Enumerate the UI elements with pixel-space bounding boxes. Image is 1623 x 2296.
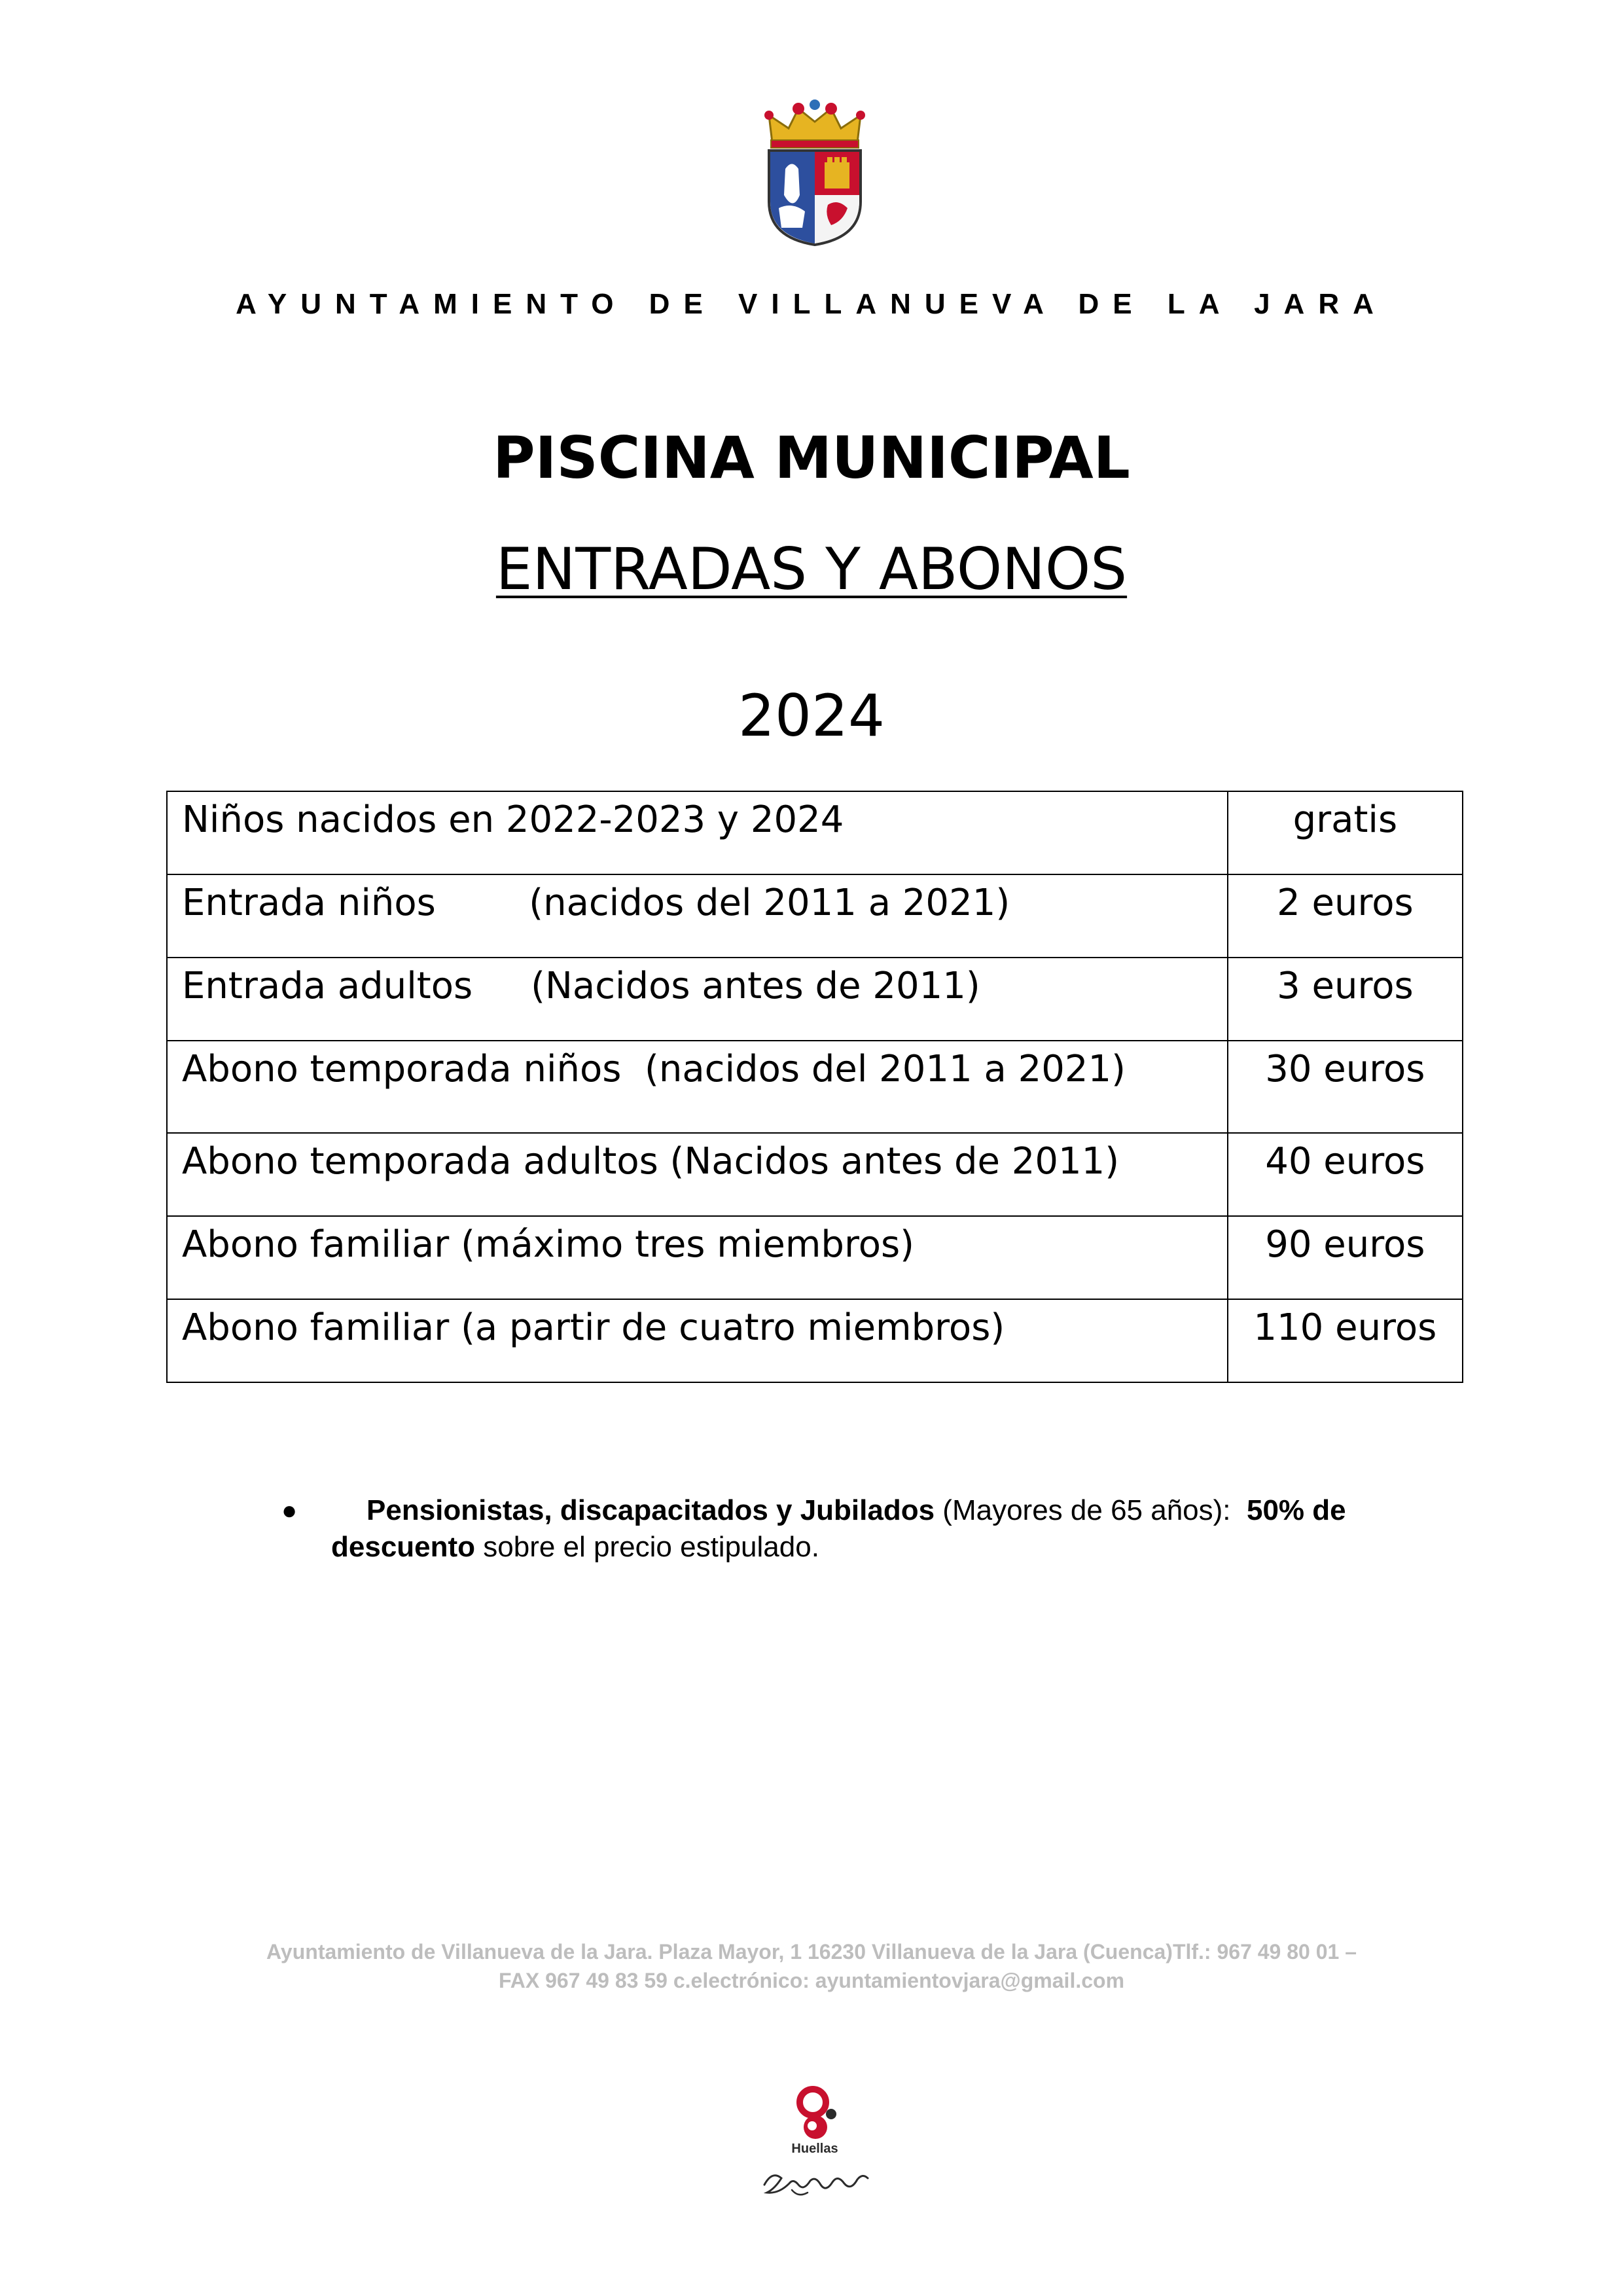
signature-icon (753, 2159, 877, 2204)
row-description: Entrada adultos (Nacidos antes de 2011) (167, 958, 1228, 1041)
row-description: Abono temporada adultos (Nacidos antes de 2011) (167, 1133, 1228, 1216)
note-discount-word: descuento (331, 1531, 476, 1563)
table-row (167, 1133, 1463, 1216)
year-label: 2024 (738, 682, 885, 749)
row-price: 30 euros (1228, 1041, 1463, 1133)
note-price-text: sobre el precio estipulado. (475, 1531, 819, 1563)
row-description: Entrada niños (nacidos del 2011 a 2021) (167, 874, 1228, 958)
row-description: Abono familiar (máximo tres miembros) (167, 1216, 1228, 1299)
coat-of-arms-icon (759, 97, 870, 247)
row-price: 2 euros (1228, 874, 1463, 958)
row-description: Abono temporada niños (nacidos del 2011 a 2021) (167, 1041, 1228, 1133)
note-bold-groups: Pensionistas, discapacitados y Jubilados (366, 1494, 935, 1526)
footer-line-2: FAX 967 49 83 59 c.electrónico: ayuntamientovjara@gmail.com (498, 1969, 1125, 1992)
row-price: 3 euros (1228, 958, 1463, 1041)
organization-name: AYUNTAMIENTO DE VILLANUEVA DE LA JARA (236, 288, 1387, 320)
row-price: 110 euros (1228, 1299, 1463, 1382)
bullet-icon: ● (281, 1496, 298, 1525)
note-line-2 (331, 1529, 819, 1566)
table-row (167, 1299, 1463, 1382)
table-row (167, 1041, 1463, 1133)
note-age-text: (Mayores de 65 años): (935, 1494, 1247, 1526)
table-row (167, 958, 1463, 1041)
note-discount-amount: 50% de (1246, 1494, 1346, 1526)
row-description: Abono familiar (a partir de cuatro miembros) (167, 1299, 1228, 1382)
footer-address (0, 1937, 1623, 1995)
table-row (167, 874, 1463, 958)
page-subtitle: ENTRADAS Y ABONOS (495, 535, 1128, 603)
row-price: gratis (1228, 791, 1463, 874)
footer-line-1: Ayuntamiento de Villanueva de la Jara. Plaza Mayor, 1 16230 Villanueva de la Jara (Cuenca)Tlf.: 967 49 80 01 – (266, 1940, 1357, 1964)
table-row (167, 791, 1463, 874)
subtitle-wrapper (0, 535, 1623, 603)
row-price: 40 euros (1228, 1133, 1463, 1216)
table-row (167, 1216, 1463, 1299)
note-line-1 (366, 1492, 1346, 1529)
row-description: Niños nacidos en 2022-2023 y 2024 (167, 791, 1228, 874)
page-title: PISCINA MUNICIPAL (493, 424, 1130, 492)
row-price: 90 euros (1228, 1216, 1463, 1299)
huellas-logo-icon (753, 2081, 877, 2212)
huellas-label: Huellas (791, 2142, 838, 2156)
price-table (166, 791, 1463, 1383)
